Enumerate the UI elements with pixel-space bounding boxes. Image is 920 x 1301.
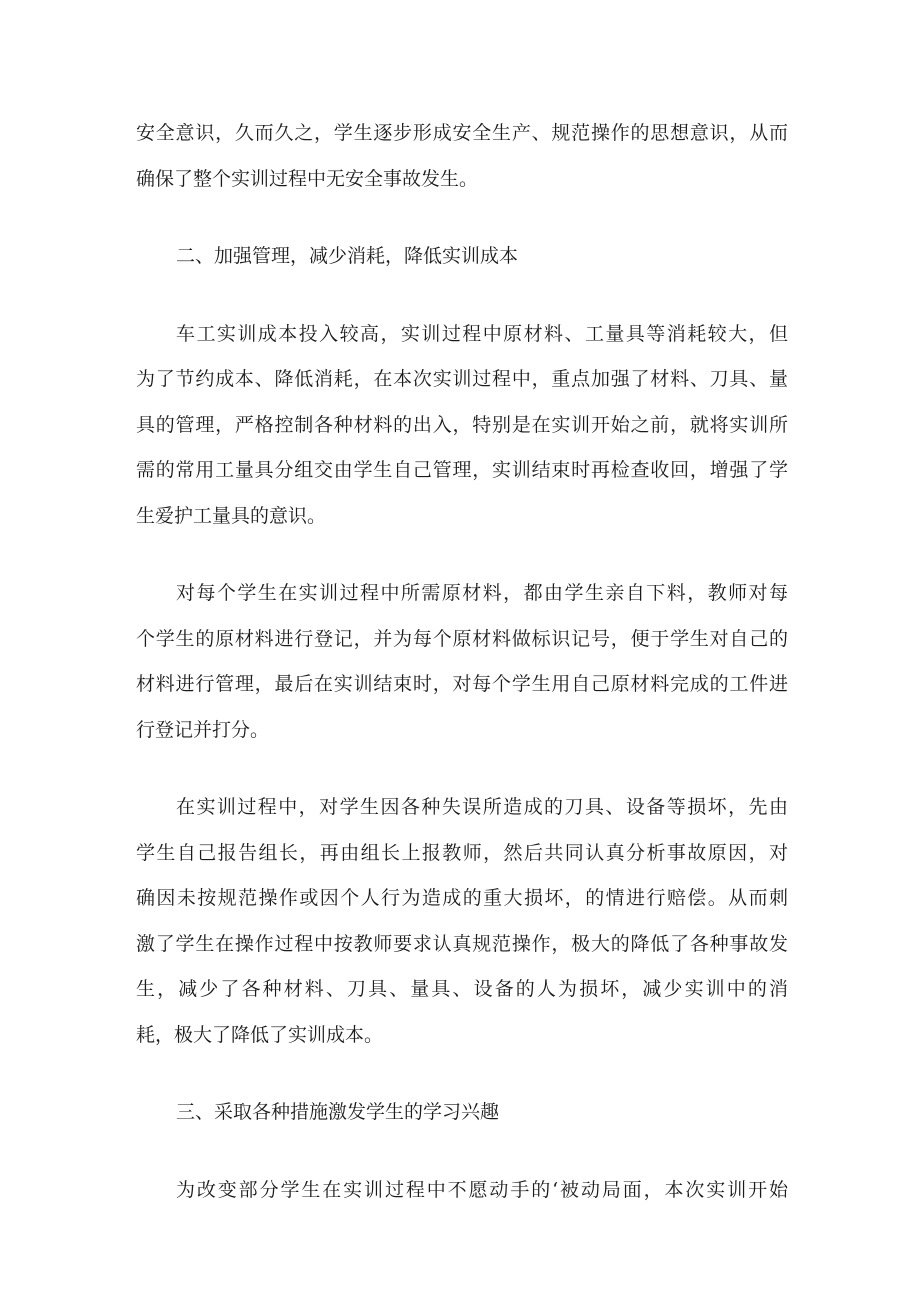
text-line: 对每个学生在实训过程中所需原材料，都由学生亲自下料，教师对每: [176, 582, 788, 604]
paragraph-damage: [136, 785, 788, 1058]
text-line: 车工实训成本投入较高，实训过程中原材料、工量具等消耗较大，但: [176, 322, 788, 345]
document-body: [136, 111, 788, 1213]
text-line: 安全意识，久而久之，学生逐步形成安全生产、规范操作的思想意识，从而: [136, 122, 788, 144]
heading-text: 三、采取各种措施激发学生的学习兴趣: [176, 1101, 500, 1123]
text-line: 确因未按规范操作或因个人行为造成的重大损坏，的情进行赔偿。从而刺: [136, 887, 788, 909]
text-line: 材料进行管理，最后在实训结束时，对每个学生用自己原材料完成的工件进: [136, 673, 788, 695]
text-line: 确保了整个实训过程中无安全事故发生。: [136, 167, 479, 190]
text-line: 为改变部分学生在实训过程中不愿动手的‘被动局面，本次实训开始: [176, 1178, 788, 1201]
text-line: 个学生的原材料进行登记，并为每个原材料做标识记号，便于学生对自己的: [136, 627, 788, 650]
text-line: 行登记并打分。: [136, 718, 270, 741]
paragraph-materials: [136, 571, 788, 753]
text-line: 为了节约成本、降低消耗，在本次实训过程中，重点加强了材料、刀具、量: [136, 368, 788, 390]
text-line: 耗，极大了降低了实训成本。: [136, 1023, 384, 1046]
paragraph-cost: [136, 312, 788, 540]
text-line: 具的管理，严格控制各种材料的出入，特别是在实训开始之前，就将实训所: [136, 413, 788, 436]
text-line: 需的常用工量具分组交由学生自己管理，实训结束时再检查收回，增强了学: [136, 459, 788, 481]
text-line: 激了学生在操作过程中按教师要求认真规范操作，极大的降低了各种事故发: [136, 932, 788, 955]
paragraph-motivation: [136, 1168, 788, 1214]
text-line: 生，减少了各种材料、刀具、量具、设备的人为损坏，减少实训中的消: [136, 978, 788, 1000]
heading-text: 二、加强管理，减少消耗，降低实训成本: [176, 245, 519, 267]
text-line: 学生自己报告组长，再由组长上报教师，然后共同认真分析事故原因，对: [136, 841, 788, 864]
section-heading-interest: [136, 1090, 788, 1136]
section-heading-management: [136, 234, 788, 280]
text-line: 生爱护工量具的意识。: [136, 504, 327, 527]
text-line: 在实训过程中，对学生因各种失误所造成的刀具、设备等损坏，先由: [176, 796, 788, 818]
paragraph-safety-awareness: [136, 111, 788, 202]
